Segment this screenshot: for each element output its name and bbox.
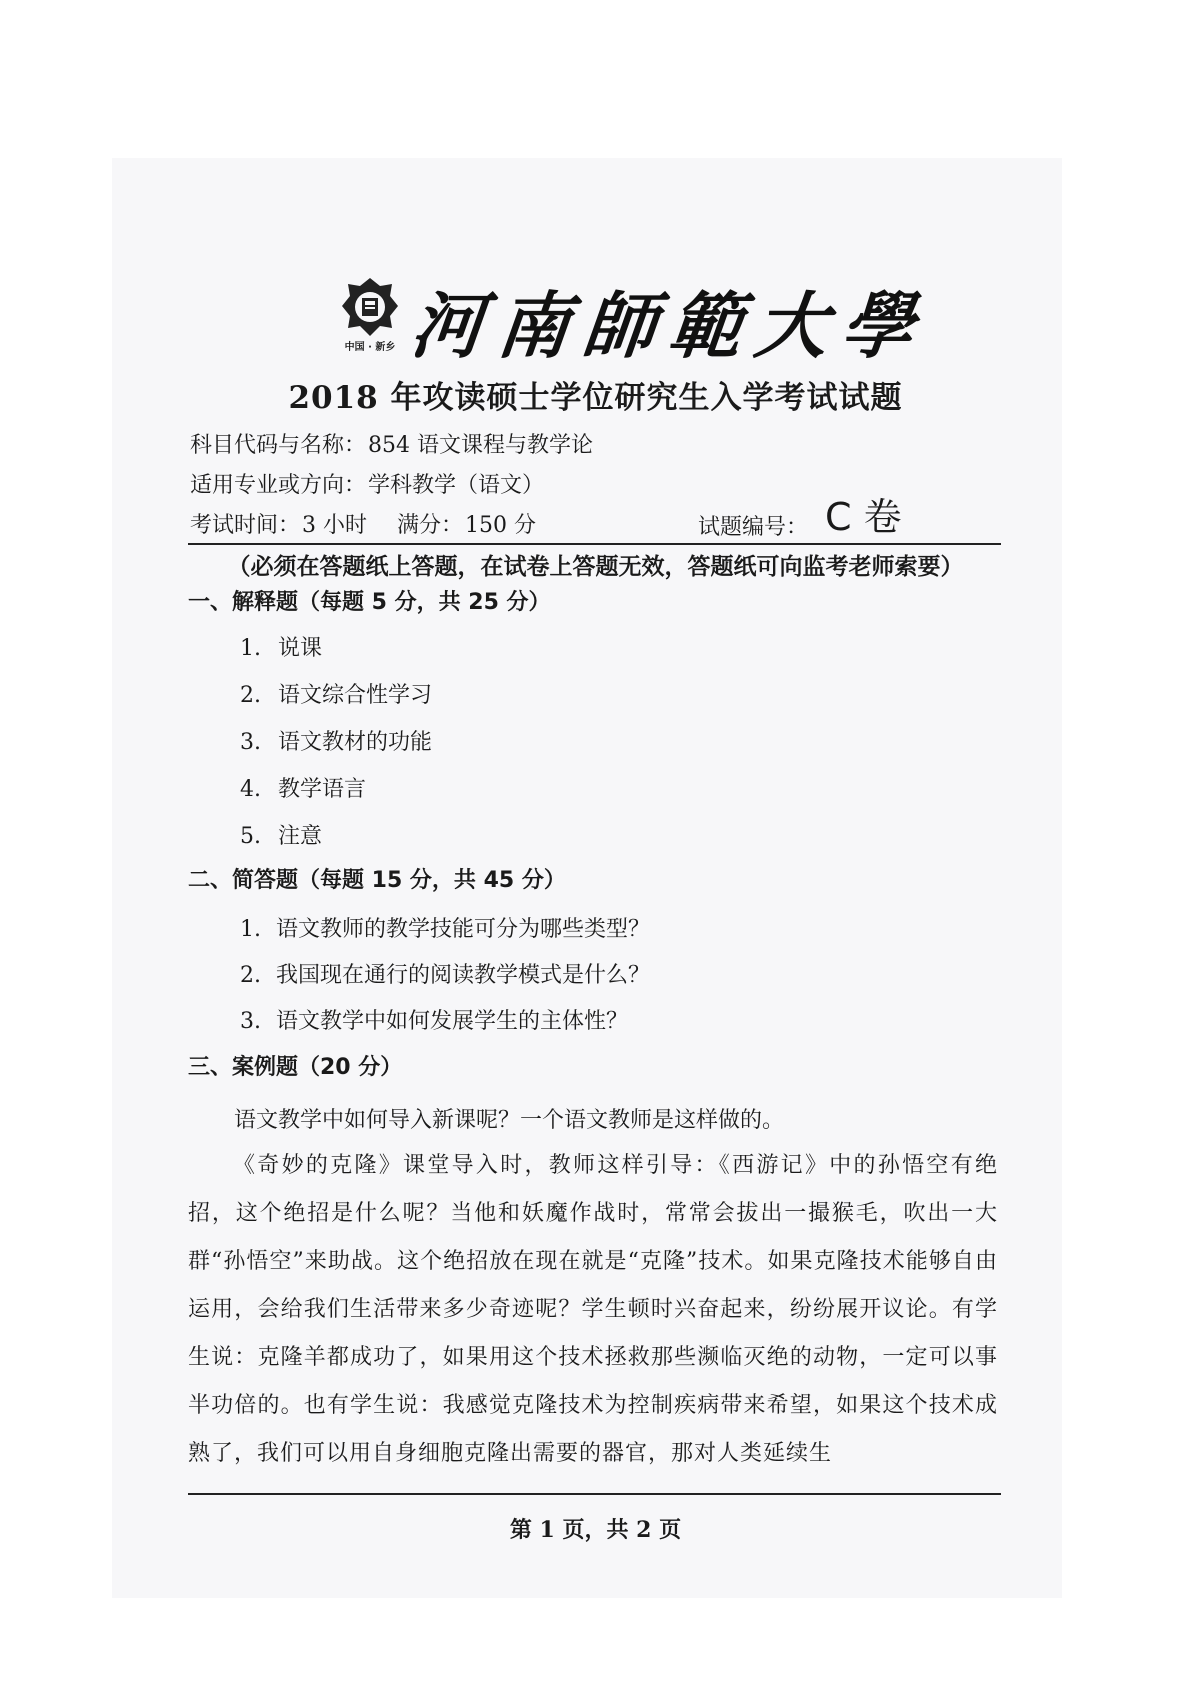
list-item: [240, 912, 650, 943]
item-number: 3.: [240, 730, 261, 755]
paper-code-label: 试题编号：: [698, 515, 809, 540]
section-heading-short-answer: 二、简答题（每题 15 分，共 45 分）: [188, 868, 566, 893]
subject-line: [190, 428, 593, 459]
item-number: 4.: [240, 777, 261, 802]
list-item: [240, 819, 322, 850]
university-emblem-icon: [340, 276, 400, 338]
item-text: 说课: [278, 636, 323, 661]
major-value: 学科教学（语文）: [368, 473, 545, 498]
major-label: 适用专业或方向：: [190, 473, 367, 498]
case-intro: 语文教学中如何导入新课呢？一个语文教师是这样做的。: [234, 1108, 785, 1133]
list-item: [240, 1004, 628, 1035]
list-item: [240, 631, 322, 662]
item-text: 语文教材的功能: [278, 730, 433, 755]
university-header: [340, 268, 932, 373]
item-number: 5.: [240, 824, 261, 849]
item-text: 语文教师的教学技能可分为哪些类型？: [276, 917, 651, 942]
case-body-paragraph: 《奇妙的克隆》课堂导入时，教师这样引导：《西游记》中的孙悟空有绝招，这个绝招是什么呢？当他和妖魔作战时，常常会拔出一撮猴毛，吹出一大群“孙悟空”来助战。这个绝招放在现在就是“克隆”技术。如果克隆技术能够自由运用，会给我们生活带来多少奇迹呢？学生顿时兴奋起来，纷纷展开议论。有学生说：克隆羊都成功了，如果用这个技术拯救那些濒临灭绝的动物，一定可以事半功倍的。也有学生说：我感觉克隆技术为控制疾病带来希望，如果这个技术成熟了，我们可以用自身细胞克隆出需要的器官，那对人类延续生: [188, 1153, 998, 1466]
item-number: 2.: [240, 963, 261, 988]
item-number: 1.: [240, 636, 261, 661]
footer-divider: [188, 1493, 1001, 1495]
item-text: 语文综合性学习: [278, 683, 433, 708]
time-score-line: [190, 508, 536, 539]
major-line: [190, 468, 544, 499]
list-item: [240, 678, 432, 709]
subject-value: 854 语文课程与教学论: [368, 433, 594, 458]
subject-label: 科目代码与名称：: [190, 433, 367, 458]
section-heading-definitions: 一、解释题（每题 5 分，共 25 分）: [188, 590, 551, 615]
exam-title: 2018 年攻读硕士学位研究生入学考试试题: [288, 380, 903, 416]
item-number: 3.: [240, 1009, 261, 1034]
time-label: 考试时间：: [190, 513, 301, 538]
score-label: 满分：: [397, 513, 464, 538]
item-number: 1.: [240, 917, 261, 942]
item-number: 2.: [240, 683, 261, 708]
page-number: 第 1 页，共 2 页: [509, 1517, 682, 1543]
list-item: [240, 772, 366, 803]
item-text: 教学语言: [278, 777, 367, 802]
header-divider: [188, 543, 1001, 545]
item-text: 语文教学中如何发展学生的主体性？: [276, 1009, 629, 1034]
list-item: [240, 725, 432, 756]
item-text: 我国现在通行的阅读教学模式是什么？: [276, 963, 651, 988]
emblem-caption: 中国 · 新乡: [344, 342, 396, 353]
item-text: 注意: [278, 824, 323, 849]
university-name-logo: 河南師範大學: [406, 283, 932, 368]
answer-notice: （必须在答题纸上答题，在试卷上答题无效，答题纸可向监考老师索要）: [227, 554, 964, 580]
list-item: [240, 958, 650, 989]
section-heading-case-study: 三、案例题（20 分）: [188, 1055, 403, 1080]
time-value: 3 小时: [302, 513, 368, 538]
paper-code-value: C 卷: [825, 495, 902, 539]
score-value: 150 分: [465, 513, 537, 538]
